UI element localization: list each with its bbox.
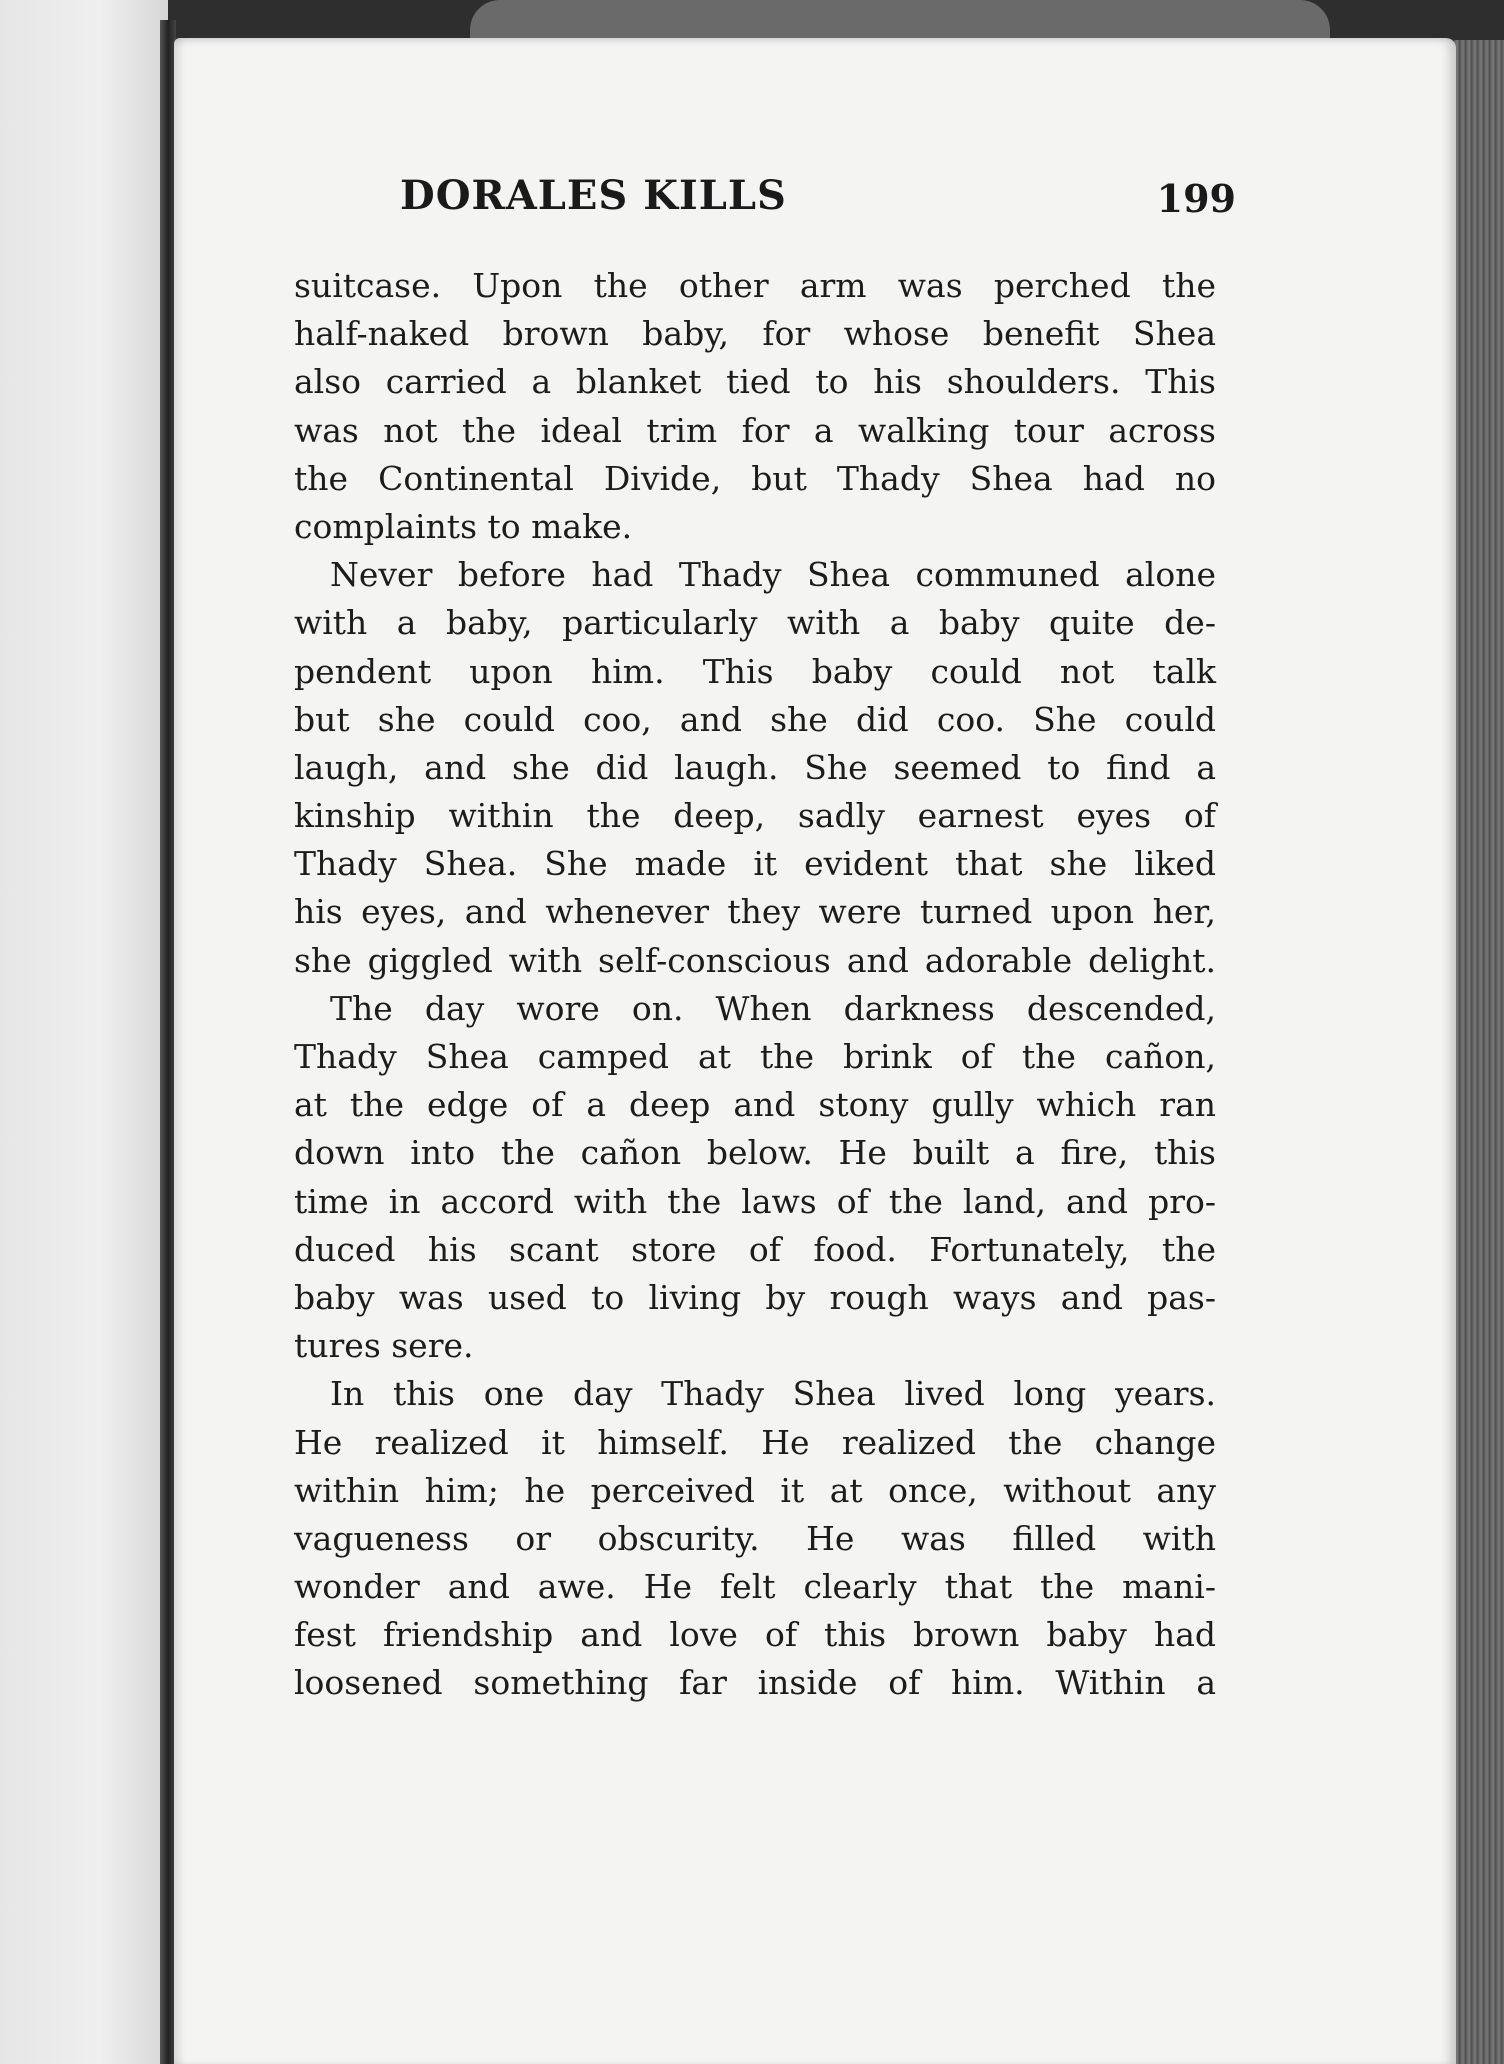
body-text (294, 262, 1216, 1708)
text-line: half-naked brown baby, for whose benefit Shea (294, 314, 1216, 354)
text-line: baby was used to living by rough ways and pas- (294, 1277, 1216, 1317)
text-line: He realized it himself. He realized the change (294, 1422, 1216, 1462)
page-header (400, 172, 1236, 242)
text-line: laugh, and she did laugh. She seemed to find a (294, 747, 1216, 787)
text-line: vagueness or obscurity. He was filled with (294, 1518, 1216, 1558)
page-stack-edge (1454, 40, 1504, 2064)
text-line: at the edge of a deep and stony gully which ran (294, 1085, 1216, 1125)
text-line: but she could coo, and she did coo. She could (294, 699, 1216, 739)
text-line: tures sere. (294, 1326, 474, 1366)
text-line: she giggled with self-conscious and adorable delight. (294, 940, 1216, 980)
text-line: with a baby, particularly with a baby quite de- (294, 603, 1216, 643)
text-line: Never before had Thady Shea communed alone (330, 555, 1216, 595)
text-line: loosened something far inside of him. Within a (294, 1663, 1216, 1703)
text-line: wonder and awe. He felt clearly that the mani- (294, 1567, 1216, 1607)
text-line: kinship within the deep, sadly earnest eyes of (294, 796, 1216, 836)
text-line: Thady Shea camped at the brink of the cañon, (294, 1037, 1216, 1076)
text-line: Thady Shea. She made it evident that she liked (294, 844, 1216, 884)
page-number: 199 (1156, 176, 1236, 221)
text-line: duced his scant store of food. Fortunately, the (294, 1229, 1216, 1269)
text-line: complaints to make. (294, 506, 633, 546)
text-line: within him; he perceived it at once, without any (294, 1470, 1216, 1510)
text-line: In this one day Thady Shea lived long years. (330, 1374, 1216, 1414)
text-line: pendent upon him. This baby could not talk (294, 651, 1216, 691)
text-line: the Continental Divide, but Thady Shea had no (294, 458, 1216, 498)
text-line: also carried a blanket tied to his shoulders. This (294, 362, 1216, 402)
text-line: was not the ideal trim for a walking tour across (294, 410, 1216, 450)
text-line: down into the cañon below. He built a fire, this (294, 1133, 1216, 1173)
facing-page-edge (0, 0, 168, 2064)
text-line: suitcase. Upon the other arm was perched the (294, 266, 1216, 305)
text-line: The day wore on. When darkness descended, (330, 988, 1216, 1028)
text-line: his eyes, and whenever they were turned upon her, (294, 892, 1216, 932)
text-line: time in accord with the laws of the land, and pro- (294, 1181, 1216, 1221)
text-line: fest friendship and love of this brown baby had (294, 1615, 1216, 1655)
running-head: DORALES KILLS (400, 172, 787, 219)
